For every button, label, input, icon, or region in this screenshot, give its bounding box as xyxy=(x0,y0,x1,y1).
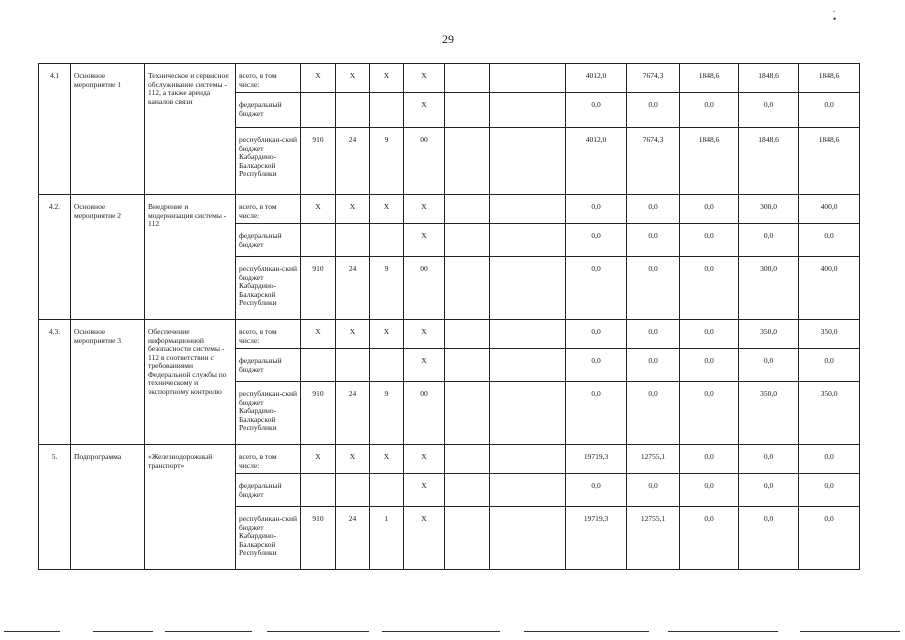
footer-rules xyxy=(0,628,905,636)
amount-cell: 1848,6 xyxy=(739,128,799,195)
amount-cell: 0,0 xyxy=(680,195,739,224)
budget-code xyxy=(370,93,404,128)
amount-cell: 0,0 xyxy=(680,224,739,257)
row-type: Основное мероприятие 2 xyxy=(71,195,145,320)
budget-code: 24 xyxy=(336,257,370,320)
amount-cell: 0,0 xyxy=(680,349,739,382)
table-row xyxy=(39,195,860,224)
row-title: Внедрение и модернизация системы - 112 xyxy=(145,195,236,320)
empty-cell xyxy=(490,507,566,570)
budget-code: 00 xyxy=(404,382,445,445)
empty-cell xyxy=(445,474,490,507)
budget-code: 910 xyxy=(301,257,336,320)
budget-code xyxy=(301,93,336,128)
budget-code xyxy=(301,474,336,507)
funding-source: федеральный бюджет xyxy=(236,349,301,382)
empty-cell xyxy=(490,349,566,382)
empty-cell xyxy=(490,257,566,320)
amount-cell: 0,0 xyxy=(566,320,627,349)
amount-cell: 0,0 xyxy=(680,382,739,445)
amount-cell: 19719,3 xyxy=(566,445,627,474)
empty-cell xyxy=(445,64,490,93)
amount-cell: 12755,1 xyxy=(627,445,680,474)
corner-marks: . • xyxy=(833,4,867,24)
amount-cell: 0,0 xyxy=(799,224,860,257)
empty-cell xyxy=(445,195,490,224)
amount-cell: 0,0 xyxy=(680,445,739,474)
page-number: 29 xyxy=(442,32,454,46)
funding-source: всего, в том числе: xyxy=(236,195,301,224)
budget-code xyxy=(301,349,336,382)
amount-cell: 0,0 xyxy=(680,257,739,320)
table-row xyxy=(39,320,860,349)
row-type: Основное мероприятие 3 xyxy=(71,320,145,445)
budget-code: X xyxy=(404,64,445,93)
budget-code: X xyxy=(301,445,336,474)
empty-cell xyxy=(445,93,490,128)
row-number: 4.3. xyxy=(39,320,71,445)
budget-code: X xyxy=(404,474,445,507)
budget-code: X xyxy=(370,445,404,474)
budget-code xyxy=(370,474,404,507)
budget-code xyxy=(370,349,404,382)
empty-cell xyxy=(490,128,566,195)
amount-cell: 0,0 xyxy=(680,320,739,349)
amount-cell: 0,0 xyxy=(799,445,860,474)
amount-cell: 0,0 xyxy=(566,349,627,382)
amount-cell: 0,0 xyxy=(566,382,627,445)
amount-cell: 0,0 xyxy=(627,195,680,224)
budget-code: X xyxy=(336,445,370,474)
row-title: Техническое и сервисное обслуживание системы - 112, а также аренда каналов связи xyxy=(145,64,236,195)
amount-cell: 350,0 xyxy=(799,382,860,445)
amount-cell: 0,0 xyxy=(739,349,799,382)
budget-code: 910 xyxy=(301,128,336,195)
amount-cell: 4012,0 xyxy=(566,128,627,195)
amount-cell: 400,0 xyxy=(799,257,860,320)
funding-source: всего, в том числе: xyxy=(236,64,301,93)
budget-code: X xyxy=(404,224,445,257)
budget-code: 910 xyxy=(301,382,336,445)
amount-cell: 0,0 xyxy=(627,382,680,445)
amount-cell: 350,0 xyxy=(739,320,799,349)
empty-cell xyxy=(490,64,566,93)
funding-source: федеральный бюджет xyxy=(236,474,301,507)
budget-code: X xyxy=(336,64,370,93)
funding-source: федеральный бюджет xyxy=(236,93,301,128)
funding-source: республикан-ский бюджет Кабардино-Балкарской Республики xyxy=(236,507,301,570)
amount-cell: 4012,0 xyxy=(566,64,627,93)
budget-code: X xyxy=(370,320,404,349)
budget-code: X xyxy=(301,320,336,349)
budget-code xyxy=(301,224,336,257)
funding-source: всего, в том числе: xyxy=(236,445,301,474)
amount-cell: 1848,6 xyxy=(799,64,860,93)
amount-cell: 12755,1 xyxy=(627,507,680,570)
amount-cell: 1848,6 xyxy=(799,128,860,195)
amount-cell: 0,0 xyxy=(680,474,739,507)
empty-cell xyxy=(490,474,566,507)
budget-code: X xyxy=(301,64,336,93)
amount-cell: 0,0 xyxy=(566,93,627,128)
empty-cell xyxy=(490,382,566,445)
budget-code xyxy=(336,224,370,257)
amount-cell: 0,0 xyxy=(799,507,860,570)
table-row xyxy=(39,64,860,93)
budget-code: X xyxy=(301,195,336,224)
budget-code: X xyxy=(404,349,445,382)
amount-cell: 0,0 xyxy=(627,320,680,349)
amount-cell: 0,0 xyxy=(680,93,739,128)
amount-cell: 0,0 xyxy=(627,349,680,382)
amount-cell: 19719,3 xyxy=(566,507,627,570)
budget-code: 24 xyxy=(336,507,370,570)
budget-code: X xyxy=(404,195,445,224)
budget-code: 9 xyxy=(370,257,404,320)
budget-code xyxy=(336,93,370,128)
row-number: 4.2. xyxy=(39,195,71,320)
budget-code: 910 xyxy=(301,507,336,570)
budget-code: X xyxy=(404,507,445,570)
empty-cell xyxy=(445,320,490,349)
budget-code: X xyxy=(404,320,445,349)
amount-cell: 300,0 xyxy=(739,257,799,320)
empty-cell xyxy=(490,93,566,128)
empty-cell xyxy=(445,507,490,570)
budget-code: 9 xyxy=(370,382,404,445)
funding-source: республикан-ский бюджет Кабардино-Балкарской Республики xyxy=(236,257,301,320)
amount-cell: 0,0 xyxy=(799,474,860,507)
amount-cell: 0,0 xyxy=(739,507,799,570)
amount-cell: 0,0 xyxy=(680,507,739,570)
budget-code: X xyxy=(336,320,370,349)
row-title: Обеспечение информационной безопасности системы - 112 в соответствии с требованиями Федеральной службы по техническому и экспортному контролю xyxy=(145,320,236,445)
budget-code: 9 xyxy=(370,128,404,195)
empty-cell xyxy=(490,445,566,474)
row-type: Основное мероприятие 1 xyxy=(71,64,145,195)
amount-cell: 1848,6 xyxy=(680,64,739,93)
amount-cell: 0,0 xyxy=(739,445,799,474)
amount-cell: 1848,6 xyxy=(680,128,739,195)
amount-cell: 0,0 xyxy=(566,474,627,507)
empty-cell xyxy=(490,195,566,224)
budget-code: 1 xyxy=(370,507,404,570)
amount-cell: 0,0 xyxy=(627,474,680,507)
budget-code: X xyxy=(336,195,370,224)
budget-code: 00 xyxy=(404,257,445,320)
row-title: «Железнодорожный транспорт» xyxy=(145,445,236,570)
row-number: 5. xyxy=(39,445,71,570)
amount-cell: 0,0 xyxy=(799,349,860,382)
empty-cell xyxy=(445,349,490,382)
amount-cell: 0,0 xyxy=(566,224,627,257)
row-type: Подпрограмма xyxy=(71,445,145,570)
budget-code xyxy=(336,474,370,507)
budget-code: X xyxy=(370,195,404,224)
empty-cell xyxy=(445,224,490,257)
empty-cell xyxy=(490,320,566,349)
funding-source: республикан-ский бюджет Кабардино-Балкарской Республики xyxy=(236,128,301,195)
funding-source: республикан-ский бюджет Кабардино-Балкарской Республики xyxy=(236,382,301,445)
budget-code: X xyxy=(370,64,404,93)
amount-cell: 0,0 xyxy=(566,257,627,320)
amount-cell: 7674,3 xyxy=(627,64,680,93)
budget-code: X xyxy=(404,93,445,128)
amount-cell: 0,0 xyxy=(627,93,680,128)
amount-cell: 0,0 xyxy=(566,195,627,224)
funding-source: федеральный бюджет xyxy=(236,224,301,257)
empty-cell xyxy=(445,382,490,445)
empty-cell xyxy=(445,257,490,320)
budget-code: 24 xyxy=(336,382,370,445)
amount-cell: 0,0 xyxy=(627,257,680,320)
empty-cell xyxy=(490,224,566,257)
budget-code xyxy=(336,349,370,382)
budget-code: 00 xyxy=(404,128,445,195)
amount-cell: 0,0 xyxy=(739,93,799,128)
amount-cell: 1848,6 xyxy=(739,64,799,93)
amount-cell: 300,0 xyxy=(739,195,799,224)
row-number: 4.1 xyxy=(39,64,71,195)
amount-cell: 7674,3 xyxy=(627,128,680,195)
budget-code: 24 xyxy=(336,128,370,195)
amount-cell: 350,0 xyxy=(799,320,860,349)
budget-code xyxy=(370,224,404,257)
funding-source: всего, в том числе: xyxy=(236,320,301,349)
amount-cell: 400,0 xyxy=(799,195,860,224)
budget-code: X xyxy=(404,445,445,474)
amount-cell: 350,0 xyxy=(739,382,799,445)
amount-cell: 0,0 xyxy=(799,93,860,128)
empty-cell xyxy=(445,128,490,195)
table-row xyxy=(39,445,860,474)
amount-cell: 0,0 xyxy=(739,474,799,507)
budget-table xyxy=(38,63,860,570)
amount-cell: 0,0 xyxy=(739,224,799,257)
empty-cell xyxy=(445,445,490,474)
amount-cell: 0,0 xyxy=(627,224,680,257)
